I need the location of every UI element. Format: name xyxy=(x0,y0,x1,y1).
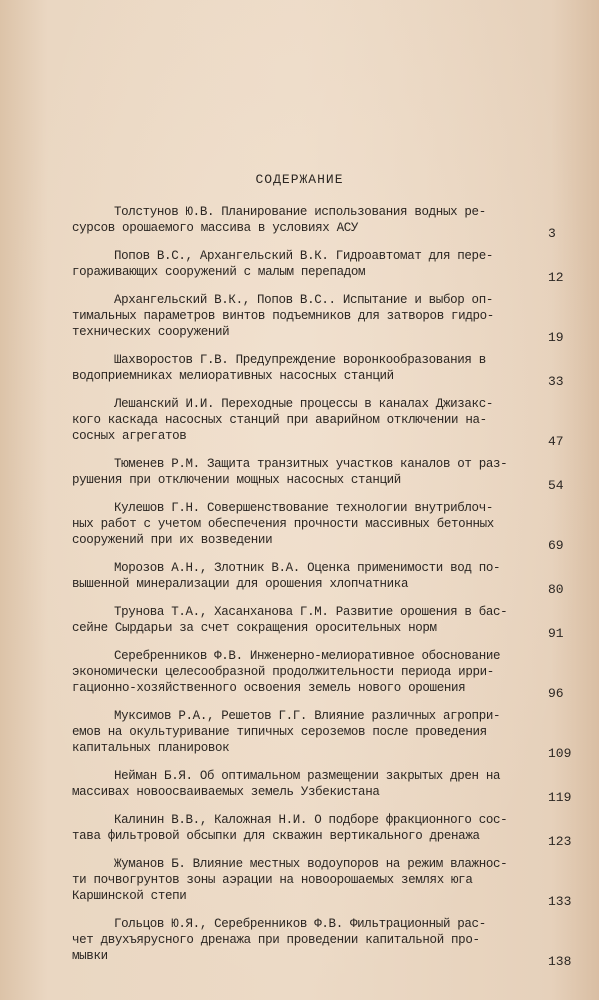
toc-entry-line: Муксимов Р.А., Решетов Г.Г. Влияние различных агропри- xyxy=(114,709,501,723)
toc-page-number: 19 xyxy=(548,330,564,345)
toc-entry-line: экономически целесообразной продолжительности периода ирри- xyxy=(72,665,494,679)
toc-entry xyxy=(0,248,564,285)
toc-page-number: 109 xyxy=(548,746,572,761)
toc-entry xyxy=(0,856,572,909)
toc-entry-line: Каршинской степи xyxy=(72,889,187,903)
toc-page-number: 12 xyxy=(548,270,564,285)
toc-entry-line: капитальных планировок xyxy=(72,741,230,755)
toc-entry xyxy=(0,812,572,849)
contents-heading: СОДЕРЖАНИЕ xyxy=(255,172,344,187)
toc-entry-line: мывки xyxy=(72,949,108,963)
toc-entry-line: Морозов А.Н., Злотник В.А. Оценка применимости вод по- xyxy=(114,561,501,575)
toc-entry xyxy=(0,352,564,389)
toc-entry-line: Тюменев Р.М. Защита транзитных участков каналов от раз- xyxy=(114,457,508,471)
toc-entry xyxy=(0,708,572,761)
toc-entry-line: гационно-хозяйственного освоения земель нового орошения xyxy=(72,681,466,695)
table-of-contents xyxy=(0,204,599,976)
toc-entry-line: Толстунов Ю.В. Планирование использования водных ре- xyxy=(114,205,486,219)
toc-entry-line: массивах новоосваиваемых земель Узбекистана xyxy=(72,785,380,799)
toc-entry-line: технических сооружений xyxy=(72,325,230,339)
toc-entry-line: сейне Сырдарьи за счет сокращения оросительных норм xyxy=(72,621,437,635)
toc-entry-line: Лешанский И.И. Переходные процессы в каналах Джизакс- xyxy=(114,397,494,411)
toc-entry-line: Трунова Т.А., Хасанханова Г.М. Развитие орошения в бас- xyxy=(114,605,508,619)
toc-entry xyxy=(0,648,564,701)
toc-page-number: 47 xyxy=(548,434,564,449)
toc-entry xyxy=(0,292,564,345)
toc-page-number: 91 xyxy=(548,626,564,641)
toc-page-number: 54 xyxy=(548,478,564,493)
toc-entry-line: рушения при отключении мощных насосных станций xyxy=(72,473,401,487)
toc-entry-line: чет двухъярусного дренажа при проведении капитальной про- xyxy=(72,933,480,947)
toc-entry-line: вышенной минерализации для орошения хлопчатника xyxy=(72,577,409,591)
toc-entry-line: Попов В.С., Архангельский В.К. Гидроавтомат для пере- xyxy=(114,249,494,263)
toc-page-number: 80 xyxy=(548,582,564,597)
toc-entry-line: ти почвогрунтов зоны аэрации на новоорошаемых землях юга xyxy=(72,873,473,887)
toc-entry xyxy=(0,560,564,597)
toc-entry-line: водоприемниках мелиоративных насосных станций xyxy=(72,369,394,383)
toc-entry-line: Шахворостов Г.В. Предупреждение воронкообразования в xyxy=(114,353,486,367)
toc-page-number: 138 xyxy=(548,954,572,969)
toc-page-number: 96 xyxy=(548,686,564,701)
toc-entry-line: сооружений при их возведении xyxy=(72,533,273,547)
toc-entry xyxy=(0,204,556,241)
toc-entry-line: емов на окультуривание типичных сероземов после проведения xyxy=(72,725,487,739)
toc-entry-line: гораживающих сооружений с малым перепадом xyxy=(72,265,366,279)
toc-page-number: 33 xyxy=(548,374,564,389)
toc-entry-line: тимальных параметров винтов подъемников для затворов гидро- xyxy=(72,309,494,323)
toc-page-number: 133 xyxy=(548,894,572,909)
toc-page-number: 123 xyxy=(548,834,572,849)
toc-page-number: 69 xyxy=(548,538,564,553)
toc-entry-line: сурсов орошаемого массива в условиях АСУ xyxy=(72,221,359,235)
toc-entry-line: тава фильтровой обсыпки для скважин вертикального дренажа xyxy=(72,829,480,843)
toc-entry-line: Жуманов Б. Влияние местных водоупоров на режим влажнос- xyxy=(114,857,508,871)
toc-entry xyxy=(0,456,564,493)
toc-entry-line: Гольцов Ю.Я., Серебренников Ф.В. Фильтрационный рас- xyxy=(114,917,486,931)
toc-page-number: 3 xyxy=(548,226,556,241)
toc-entry xyxy=(0,604,564,641)
toc-entry-line: Серебренников Ф.В. Инженерно-мелиоративное обоснование xyxy=(114,649,501,663)
toc-entry xyxy=(0,396,564,449)
toc-entry-line: ных работ с учетом обеспечения прочности массивных бетонных xyxy=(72,517,494,531)
toc-entry-line: кого каскада насосных станций при аварийном отключении на- xyxy=(72,413,487,427)
toc-entry xyxy=(0,768,572,805)
toc-entry-line: Калинин В.В., Каложная Н.И. О подборе фракционного сос- xyxy=(114,813,508,827)
toc-entry-line: Архангельский В.К., Попов В.С.. Испытание и выбор оп- xyxy=(114,293,494,307)
toc-entry-line: Нейман Б.Я. Об оптимальном размещении закрытых дрен на xyxy=(114,769,501,783)
toc-entry xyxy=(0,500,564,553)
toc-entry xyxy=(0,916,572,969)
toc-entry-line: сосных агрегатов xyxy=(72,429,187,443)
toc-entry-line: Кулешов Г.Н. Совершенствование технологии внутриблоч- xyxy=(114,501,494,515)
toc-page-number: 119 xyxy=(548,790,572,805)
